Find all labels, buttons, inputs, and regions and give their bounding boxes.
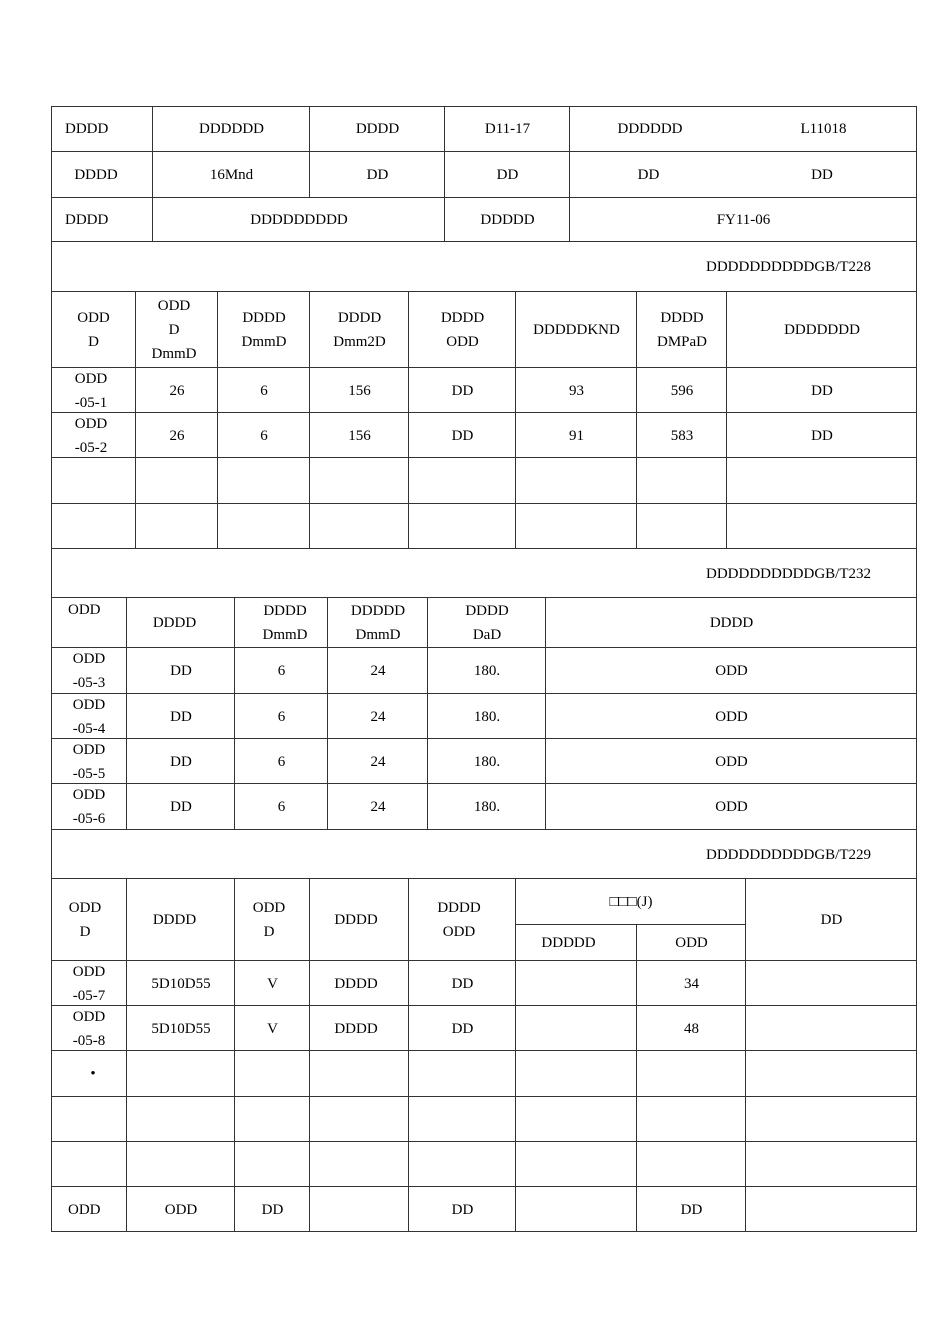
impact-header-1: ODD D xyxy=(68,900,102,940)
tensile-cell: 6 xyxy=(260,382,268,399)
tensile-header-4: DDDD Dmm2D xyxy=(333,310,386,350)
bullet-mark: • xyxy=(90,1066,96,1082)
impact-header-3: ODD D xyxy=(252,900,286,940)
bend-header-2: DDDD xyxy=(152,615,197,631)
bend-cell: DD xyxy=(170,663,192,679)
header-label-4: DDDDDD xyxy=(617,121,683,137)
tensile-header-6: DDDDDKND xyxy=(533,322,620,338)
tensile-cell: 596 xyxy=(670,382,694,399)
impact-energy-header: □□□(J) xyxy=(609,894,653,910)
footer-value-1: ODD xyxy=(164,1201,198,1218)
tensile-cell: 156 xyxy=(348,427,371,444)
impact-cell xyxy=(746,961,917,1006)
header-value-3: DD xyxy=(366,167,389,183)
tensile-cell: 91 xyxy=(569,427,584,444)
impact-header-8: DD xyxy=(820,912,843,928)
impact-header-4: DDDD xyxy=(334,912,378,928)
material-grade: 16Mnd xyxy=(209,167,254,183)
footer-label-1: ODD xyxy=(68,1201,101,1218)
bend-cell: 24 xyxy=(370,753,386,770)
impact-cell xyxy=(516,961,637,1006)
impact-sample-id: ODD -05-7 xyxy=(72,963,106,1004)
header-value-4: DD xyxy=(496,167,519,183)
bend-cell: ODD xyxy=(715,753,748,770)
impact-cell xyxy=(516,1006,637,1051)
impact-cell: DDDD xyxy=(334,975,378,992)
tensile-sample-id: ODD -05-1 xyxy=(74,370,108,411)
header-label-1: DDDD xyxy=(65,121,109,137)
bend-header-5: DDDD DaD xyxy=(465,603,509,643)
project-number: D11-17 xyxy=(484,121,531,137)
impact-cell: DD xyxy=(451,975,474,992)
tensile-cell: DD xyxy=(451,427,474,444)
bend-header-4: DDDDD DmmD xyxy=(350,603,406,643)
bend-cell: 6 xyxy=(277,753,286,770)
tensile-sample-id: ODD -05-2 xyxy=(74,415,108,456)
footer-label-3: DD xyxy=(451,1201,474,1218)
impact-cell: V xyxy=(267,1020,278,1037)
bend-cell: 6 xyxy=(277,799,286,815)
impact-header-2: DDDD xyxy=(152,912,197,928)
impact-cell: 5D10D55 xyxy=(151,1020,211,1037)
bend-cell: ODD xyxy=(715,799,748,815)
tensile-header-1: ODD D xyxy=(77,310,110,350)
impact-cell: 34 xyxy=(684,975,699,992)
impact-standard: DDDDDDDDDDGB/T229 xyxy=(706,846,871,863)
bend-cell: 24 xyxy=(370,708,386,725)
bend-cell: 24 xyxy=(370,799,386,815)
tensile-header-7: DDDD DMPaD xyxy=(656,310,707,350)
impact-cell: 5D10D55 xyxy=(151,975,211,992)
impact-cell: DD xyxy=(451,1020,474,1037)
impact-header-5: DDDD ODD xyxy=(437,900,481,940)
bend-cell: ODD xyxy=(715,708,748,725)
footer-label-2: DD xyxy=(261,1201,284,1218)
bend-cell: 6 xyxy=(277,663,286,679)
tensile-header-3: DDDD DmmD xyxy=(241,310,287,350)
bend-cell: 180. xyxy=(473,753,501,770)
impact-sample-id: ODD -05-8 xyxy=(72,1008,106,1049)
bend-cell: ODD xyxy=(715,663,748,679)
bend-header-6: DDDD xyxy=(709,615,754,631)
material-label: DDDD xyxy=(74,167,118,183)
header-label-2: DDDDDD xyxy=(199,121,264,137)
tensile-cell: 156 xyxy=(348,382,371,399)
header-label-6: DDDDD xyxy=(480,212,535,228)
report-number: L11018 xyxy=(800,121,847,137)
bend-sample-id: ODD -05-3 xyxy=(72,651,106,691)
header-value-7: DDDDDDDDD xyxy=(250,212,348,228)
bend-cell: 6 xyxy=(277,708,286,725)
header-value-5: DD xyxy=(637,167,660,183)
footer-label-4: DD xyxy=(680,1201,703,1218)
bend-sample-id: ODD -05-4 xyxy=(72,696,106,737)
header-value-6: DD xyxy=(811,167,833,183)
bend-cell: 24 xyxy=(370,663,386,679)
header-label-3: DDDD xyxy=(355,121,400,137)
bend-cell: DD xyxy=(170,753,192,770)
tensile-cell: 26 xyxy=(169,382,185,399)
tensile-cell: 583 xyxy=(670,427,694,444)
bend-sample-id: ODD -05-6 xyxy=(72,787,106,827)
impact-energy-sub-2: ODD xyxy=(675,935,708,951)
bend-standard: DDDDDDDDDDGB/T232 xyxy=(706,565,871,582)
header-label-5: DDDD xyxy=(65,212,109,228)
impact-cell: DDDD xyxy=(334,1020,378,1037)
impact-cell xyxy=(746,1006,917,1051)
sample-number: FY11-06 xyxy=(716,212,771,228)
tensile-header-2: ODD D DmmD xyxy=(151,298,197,362)
tensile-cell: DD xyxy=(451,382,474,399)
test-report-table xyxy=(51,106,917,1232)
bend-cell: 180. xyxy=(473,708,501,725)
tensile-cell: 26 xyxy=(169,427,185,444)
tensile-header-5: DDDD ODD xyxy=(440,310,485,350)
bend-cell: DD xyxy=(170,799,192,815)
bend-cell: 180. xyxy=(473,663,501,679)
bend-cell: DD xyxy=(170,708,192,725)
tensile-cell: DD xyxy=(811,382,833,399)
bend-sample-id: ODD -05-5 xyxy=(72,741,106,782)
tensile-header-8: DDDDDDD xyxy=(784,322,860,338)
tensile-cell: 93 xyxy=(569,382,584,399)
bend-cell: 180. xyxy=(473,799,501,815)
tensile-cell: DD xyxy=(811,427,833,444)
tensile-cell: 6 xyxy=(260,427,268,444)
bend-header-1: ODD xyxy=(68,602,101,618)
impact-energy-sub-1: DDDDD xyxy=(541,935,596,951)
impact-cell: V xyxy=(267,975,278,992)
bend-header-3: DDDD DmmD xyxy=(262,603,308,643)
impact-cell: 48 xyxy=(684,1020,699,1037)
tensile-standard: DDDDDDDDDDGB/T228 xyxy=(706,259,871,275)
